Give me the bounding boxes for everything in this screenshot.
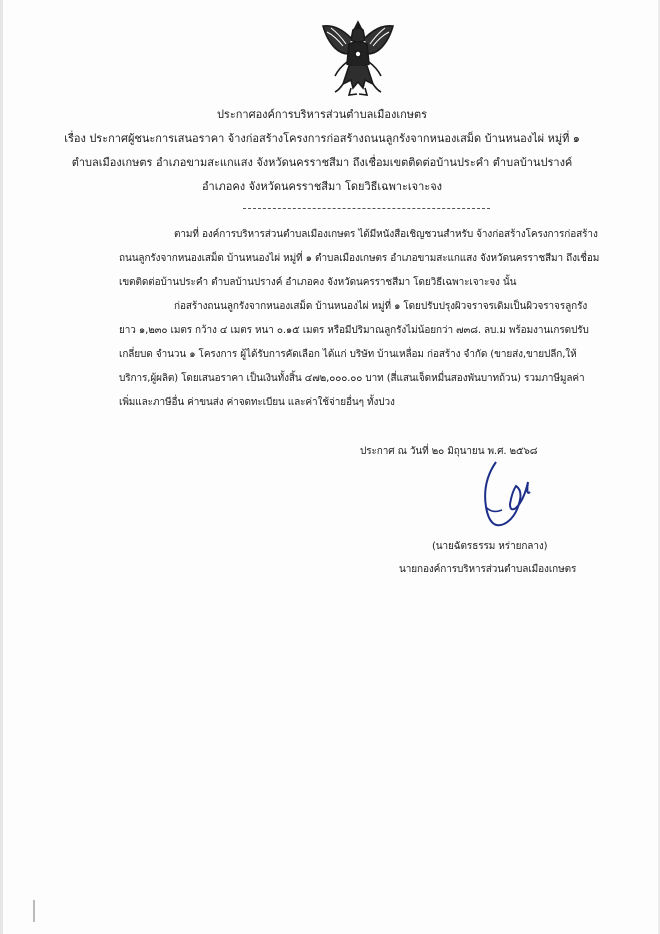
- para2-line-3: เกลี่ยบด จำนวน ๑ โครงการ ผู้ได้รับการคัดเลือก ได้แก่ บริษัท บ้านเหลื่อม ก่อสร้าง จำกัด (ขายส่ง,ขายปลีก,ให้: [119, 349, 577, 360]
- signature-icon: [476, 452, 546, 542]
- garuda-emblem-icon: [313, 18, 403, 98]
- para1-line-1: ตามที่ องค์การบริหารส่วนตำบลเมืองเกษตร ได้มีหนังสือเชิญชวนสำหรับ จ้างก่อสร้างโครงการก่อสร้าง: [174, 229, 598, 240]
- para2-line-4: บริการ,ผู้ผลิต) โดยเสนอราคา เป็นเงินทั้งสิ้น ๔๗๒,๐๐๐.๐๐ บาท (สี่แสนเจ็ดหมื่นสองพันบาทถ้วน) รวมภาษีมูลค่า: [119, 373, 585, 384]
- signatory-position: นายกองค์การบริหารส่วนตำบลเมืองเกษตร: [399, 564, 577, 575]
- header-subject-line-2: ตำบลเมืองเกษตร อำเภอขามสะแกแสง จังหวัดนครราชสีมา ถึงเชื่อมเขตติดต่อบ้านประคำ ตำบลบ้านปรางค์: [71, 156, 573, 169]
- para2-line-2: ยาว ๑,๒๓๐ เมตร กว้าง ๔ เมตร หนา ๐.๑๕ เมตร หรือมีปริมาณลูกรังไม่น้อยกว่า ๗๓๘. ลบ.ม พร้อมงานเกรดปรับ: [119, 325, 589, 336]
- para2-line-5: เพิ่มและภาษีอื่น ค่าขนส่ง ค่าจดทะเบียน และค่าใช้จ่ายอื่นๆ ทั้งปวง: [119, 397, 395, 408]
- signatory-name: (นายฉัตรธรรม หร่ายกลาง): [432, 541, 548, 552]
- announce-date: ประกาศ ณ วันที่ ๒๐ มิถุนายน พ.ศ. ๒๕๖๘: [360, 446, 538, 457]
- para1-line-2: ถนนลูกรังจากหนองเสม็ด บ้านหนองไผ่ หมู่ที่ ๑ ตำบลเมืองเกษตร อำเภอขามสะแกแสง จังหวัดนครราชสีมา ถึงเชื่อม: [119, 253, 600, 264]
- scan-mark: [33, 900, 35, 922]
- header-title: ประกาศองค์การบริหารส่วนตำบลเมืองเกษตร: [216, 108, 428, 121]
- header-subject-line-3: อำเภอคง จังหวัดนครราชสีมา โดยวิธีเฉพาะเจาะจง: [201, 180, 443, 193]
- para1-line-3: เขตติดต่อบ้านประคำ ตำบลบ้านปรางค์ อำเภอคง จังหวัดนครราชสีมา โดยวิธีเฉพาะเจาะจง นั้น: [119, 277, 517, 288]
- header-subject-line-1: เรื่อง ประกาศผู้ชนะการเสนอราคา จ้างก่อสร้างโครงการก่อสร้างถนนลูกรังจากหนองเสม็ด บ้านหนองไผ่ หมู่ที่ ๑: [64, 132, 580, 145]
- header-divider: [243, 208, 490, 209]
- para2-line-1: ก่อสร้างถนนลูกรังจากหนองเสม็ด บ้านหนองไผ่ หมู่ที่ ๑ โดยปรับปรุงผิวจราจรเดิมเป็นผิวจราจรลูกรัง: [174, 301, 588, 312]
